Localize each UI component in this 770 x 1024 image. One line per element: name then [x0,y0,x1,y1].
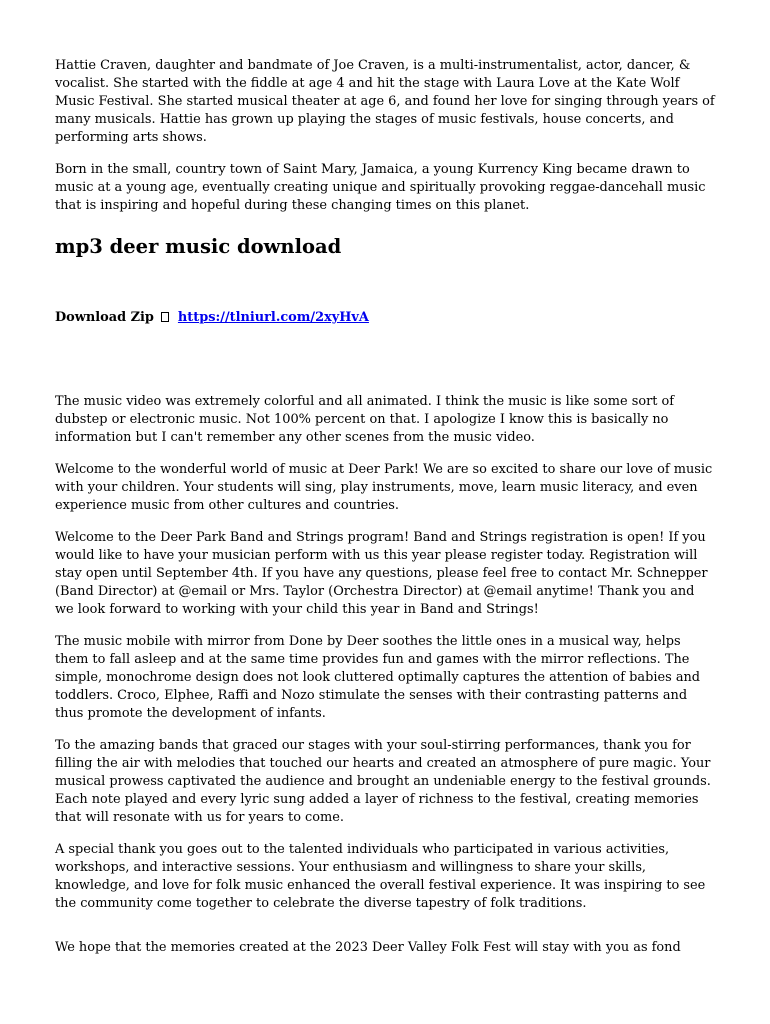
download-link[interactable]: https://tlniurl.com/2xyHvA [177,310,369,325]
paragraph-deer-park-welcome: Welcome to the wonderful world of music at Deer Park! We are so excited to share our love of music with your children. Your students will sing, play instruments, move, learn music literacy, and even experience music from other cultures and countries. [55,462,713,513]
page-heading: mp3 deer music download [55,235,342,258]
paragraph-music-mobile: The music mobile with mirror from Done by Deer soothes the little ones in a musical way, helps them to fall asleep and at the same time provides fun and games with the mirror reflections. The simple, monochrome design does not look cluttered optimally captures the attention of babies and toddlers. Croco, Elphee, Raffi and Nozo stimulate the senses with their contrasting patterns and thus promote the development of infants. [55,634,701,721]
paragraph-thank-bands: To the amazing bands that graced our stages with your soul-stirring performances, thank you for filling the air with melodies that touched our hearts and created an atmosphere of pure magic. Your musical prowess captivated the audience and brought an undeniable energy to the festival grounds. Each note played and every lyric sung added a layer of richness to the festival, creating memories that will resonate with us for years to come. [55,738,711,825]
paragraph-kurrency-king: Born in the small, country town of Saint Mary, Jamaica, a young Kurrency King became drawn to music at a young age, eventually creating unique and spiritually provoking reggae-dancehall music that is inspiring and hopeful during these changing times on this planet. [55,162,706,213]
paragraph-memories: We hope that the memories created at the 2023 Deer Valley Folk Fest will stay with you as fond [55,940,681,955]
paragraph-thank-individuals: A special thank you goes out to the talented individuals who participated in various activities, workshops, and interactive sessions. Your enthusiasm and willingness to share your skills, knowledge, and love for folk music enhanced the overall festival experience. It was inspiring to see the community come together to celebrate the diverse tapestry of folk traditions. [55,842,706,911]
download-line [55,309,715,327]
paragraph-music-video: The music video was extremely colorful and all animated. I think the music is like some sort of dubstep or electronic music. Not 100% percent on that. I apologize I know this is basically no information but I can't remember any other scenes from the music video. [55,394,675,445]
paragraph-band-strings: Welcome to the Deer Park Band and Strings program! Band and Strings registration is open! If you would like to have your musician perform with us this year please register today. Registration will stay open until September 4th. If you have any questions, please feel free to contact Mr. Schnepper (Band Director) at @email or Mrs. Taylor (Orchestra Director) at @email anytime! Thank you and we look forward to working with your child this year in Band and Strings! [55,530,708,617]
arrow-box-icon [161,312,169,322]
download-label: Download Zip [55,310,154,325]
paragraph-hattie-craven: Hattie Craven, daughter and bandmate of Joe Craven, is a multi-instrumentalist, actor, dancer, & vocalist. She started with the fiddle at age 4 and hit the stage with Laura Love at the Kate Wolf Music Festival. She started musical theater at age 6, and found her love for singing through years of many musicals. Hattie has grown up playing the stages of music festivals, house concerts, and performing arts shows. [55,58,715,145]
